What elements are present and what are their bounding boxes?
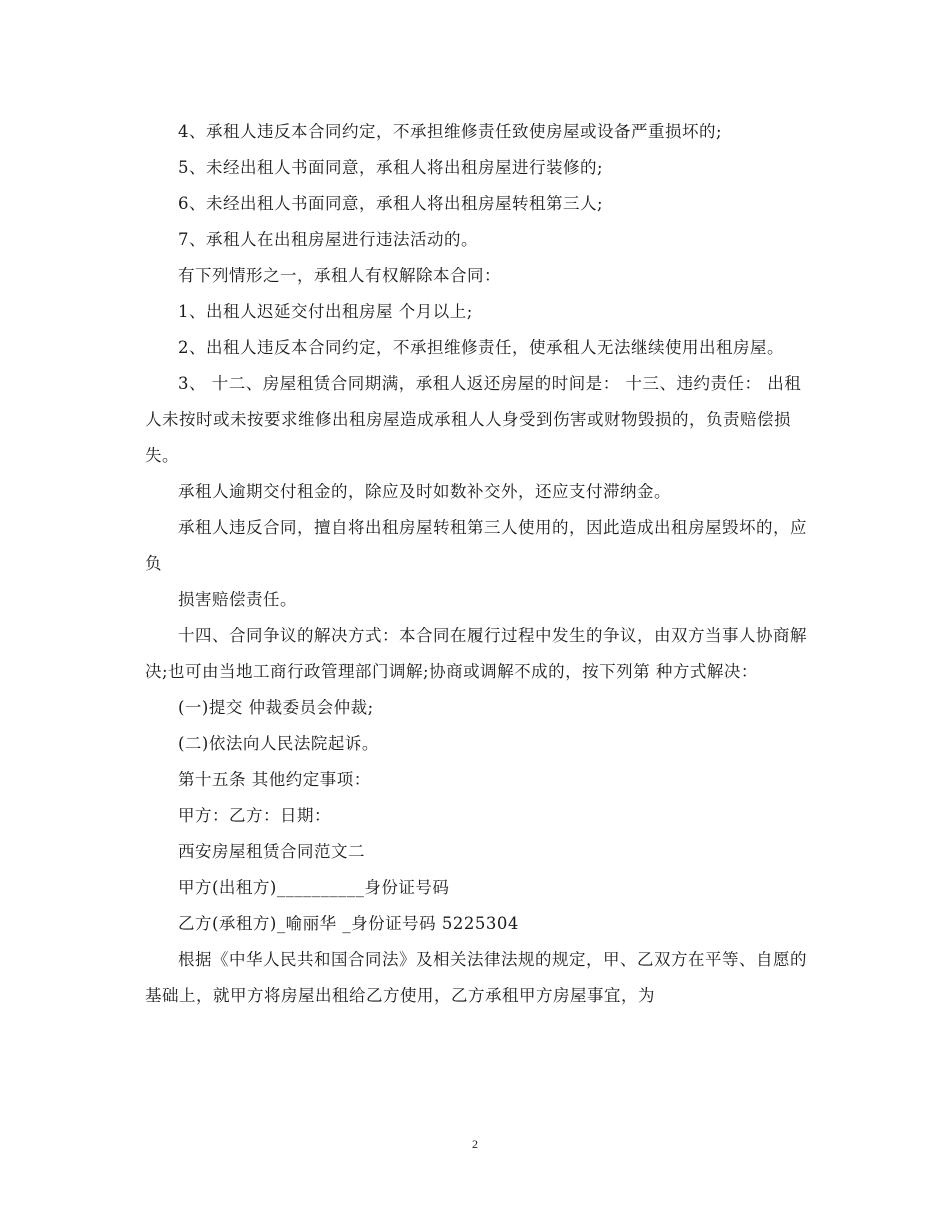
document-body bbox=[145, 114, 810, 1014]
paragraph-8: 3、 十二、房屋租赁合同期满，承租人返还房屋的时间是： 十三、违约责任： 出租人未按时或未按要求维修出租房屋造成承租人人身受到伤害或财物毁损的，负责赔偿损失。 bbox=[145, 374, 802, 465]
paragraph-18: 甲方(出租方)__________身份证号码 bbox=[178, 878, 450, 897]
paragraph-12: 十四、合同争议的解决方式：本合同在履行过程中发生的争议，由双方当事人协商解决;也可由当地工商行政管理部门调解;协商或调解不成的，按下列第 种方式解决： bbox=[145, 626, 807, 681]
paragraph-2: 5、未经出租人书面同意，承租人将出租房屋进行装修的; bbox=[178, 158, 604, 177]
paragraph-19: 乙方(承租方)_喻丽华 _身份证号码 5225304 bbox=[178, 914, 519, 933]
paragraph-16: 甲方：乙方：日期： bbox=[178, 806, 331, 825]
paragraph-1: 4、承租人违反本合同约定，不承担维修责任致使房屋或设备严重损坏的; bbox=[178, 122, 723, 141]
paragraph-13: (一)提交 仲裁委员会仲裁; bbox=[178, 698, 374, 717]
paragraph-7: 2、出租人违反本合同约定，不承担维修责任，使承租人无法继续使用出租房屋。 bbox=[178, 338, 784, 357]
paragraph-9: 承租人逾期交付租金的，除应及时如数补交外，还应支付滞纳金。 bbox=[178, 482, 671, 501]
paragraph-20: 根据《中华人民共和国合同法》及相关法律法规的规定，甲、乙双方在平等、自愿的基础上，就甲方将房屋出租给乙方使用，乙方承租甲方房屋事宜，为 bbox=[145, 950, 807, 1005]
paragraph-5: 有下列情形之一，承租人有权解除本合同： bbox=[178, 266, 501, 285]
paragraph-6: 1、出租人迟延交付出租房屋 个月以上; bbox=[178, 302, 473, 321]
paragraph-15: 第十五条 其他约定事项： bbox=[178, 770, 371, 789]
paragraph-3: 6、未经出租人书面同意，承租人将出租房屋转租第三人; bbox=[178, 194, 604, 213]
page-number: 2 bbox=[472, 1137, 478, 1151]
paragraph-4: 7、承租人在出租房屋进行违法活动的。 bbox=[178, 230, 478, 249]
paragraph-11: 损害赔偿责任。 bbox=[178, 590, 297, 609]
paragraph-17: 西安房屋租赁合同范文二 bbox=[178, 842, 365, 861]
paragraph-14: (二)依法向人民法院起诉。 bbox=[178, 734, 379, 753]
paragraph-10: 承租人违反合同，擅自将出租房屋转租第三人使用的，因此造成出租房屋毁坏的，应负 bbox=[145, 518, 807, 573]
